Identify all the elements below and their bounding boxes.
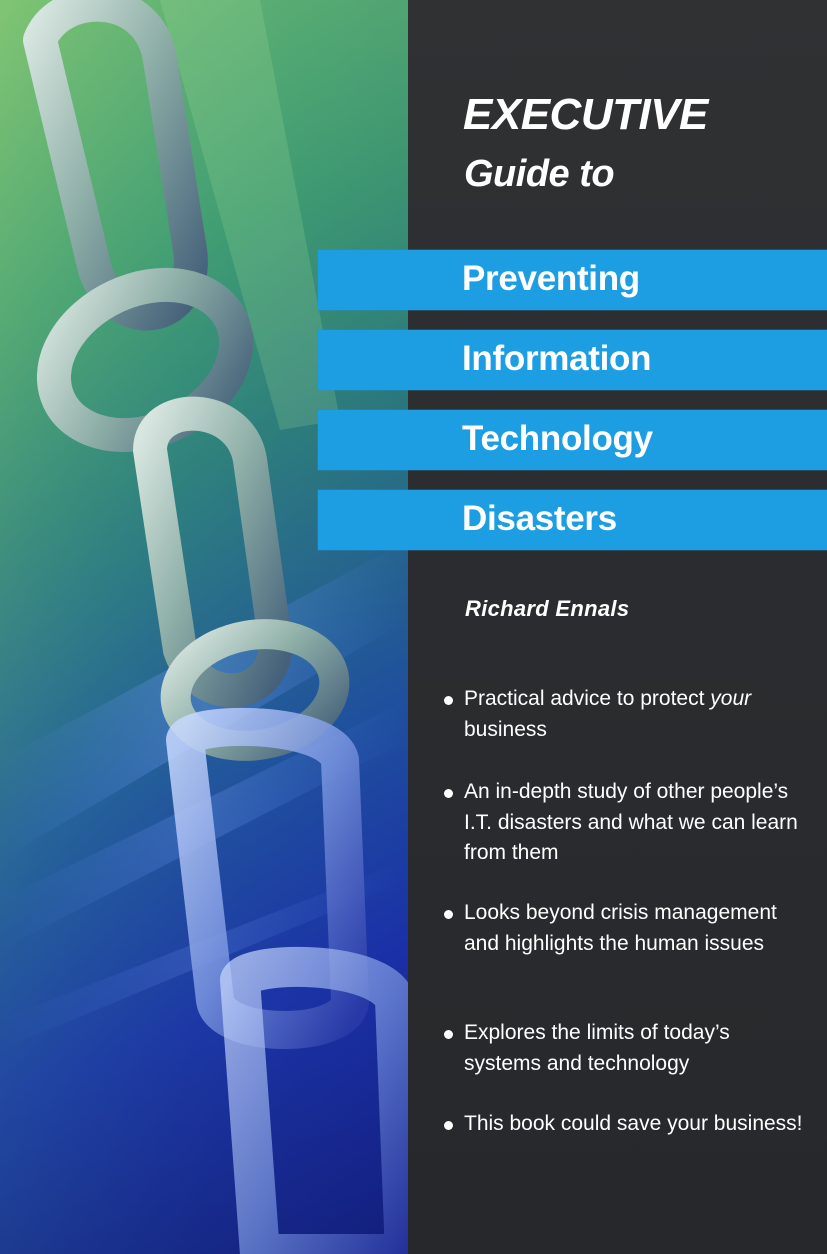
feature-text: An in-depth study of other people’s I.T. disasters and what we can learn from them xyxy=(464,780,798,864)
title-band-1 xyxy=(318,250,827,310)
bullet-dot-icon xyxy=(444,696,453,705)
cover-photo-chain xyxy=(0,0,408,1254)
bullet-dot-icon xyxy=(444,910,453,919)
bullet-dot-icon xyxy=(444,1030,453,1039)
title-line-2: Information xyxy=(462,339,652,378)
feature-text-part: business xyxy=(464,717,547,741)
feature-text: Explores the limits of today’s systems and technology xyxy=(464,1021,730,1075)
title-line-1: Preventing xyxy=(462,259,640,298)
bullet-dot-icon xyxy=(444,1121,453,1130)
feature-text: Looks beyond crisis management and highlights the human issues xyxy=(464,901,777,955)
title-line-3: Technology xyxy=(462,419,653,458)
feature-text: This book could save your business! xyxy=(464,1112,803,1135)
feature-text xyxy=(464,684,810,745)
bullet-dot-icon xyxy=(444,789,453,798)
feature-text-emphasis: your xyxy=(710,687,752,710)
feature-text-part: Practical advice to protect xyxy=(464,687,711,710)
chain-illustration xyxy=(0,0,408,1254)
series-subtitle: Guide to xyxy=(464,153,615,195)
title-band-3 xyxy=(318,410,827,470)
author-name: Richard Ennals xyxy=(465,596,630,621)
title-band-2 xyxy=(318,330,827,390)
title-band-4 xyxy=(318,490,827,550)
title-line-4: Disasters xyxy=(462,499,617,538)
series-title: EXECUTIVE xyxy=(463,90,708,139)
